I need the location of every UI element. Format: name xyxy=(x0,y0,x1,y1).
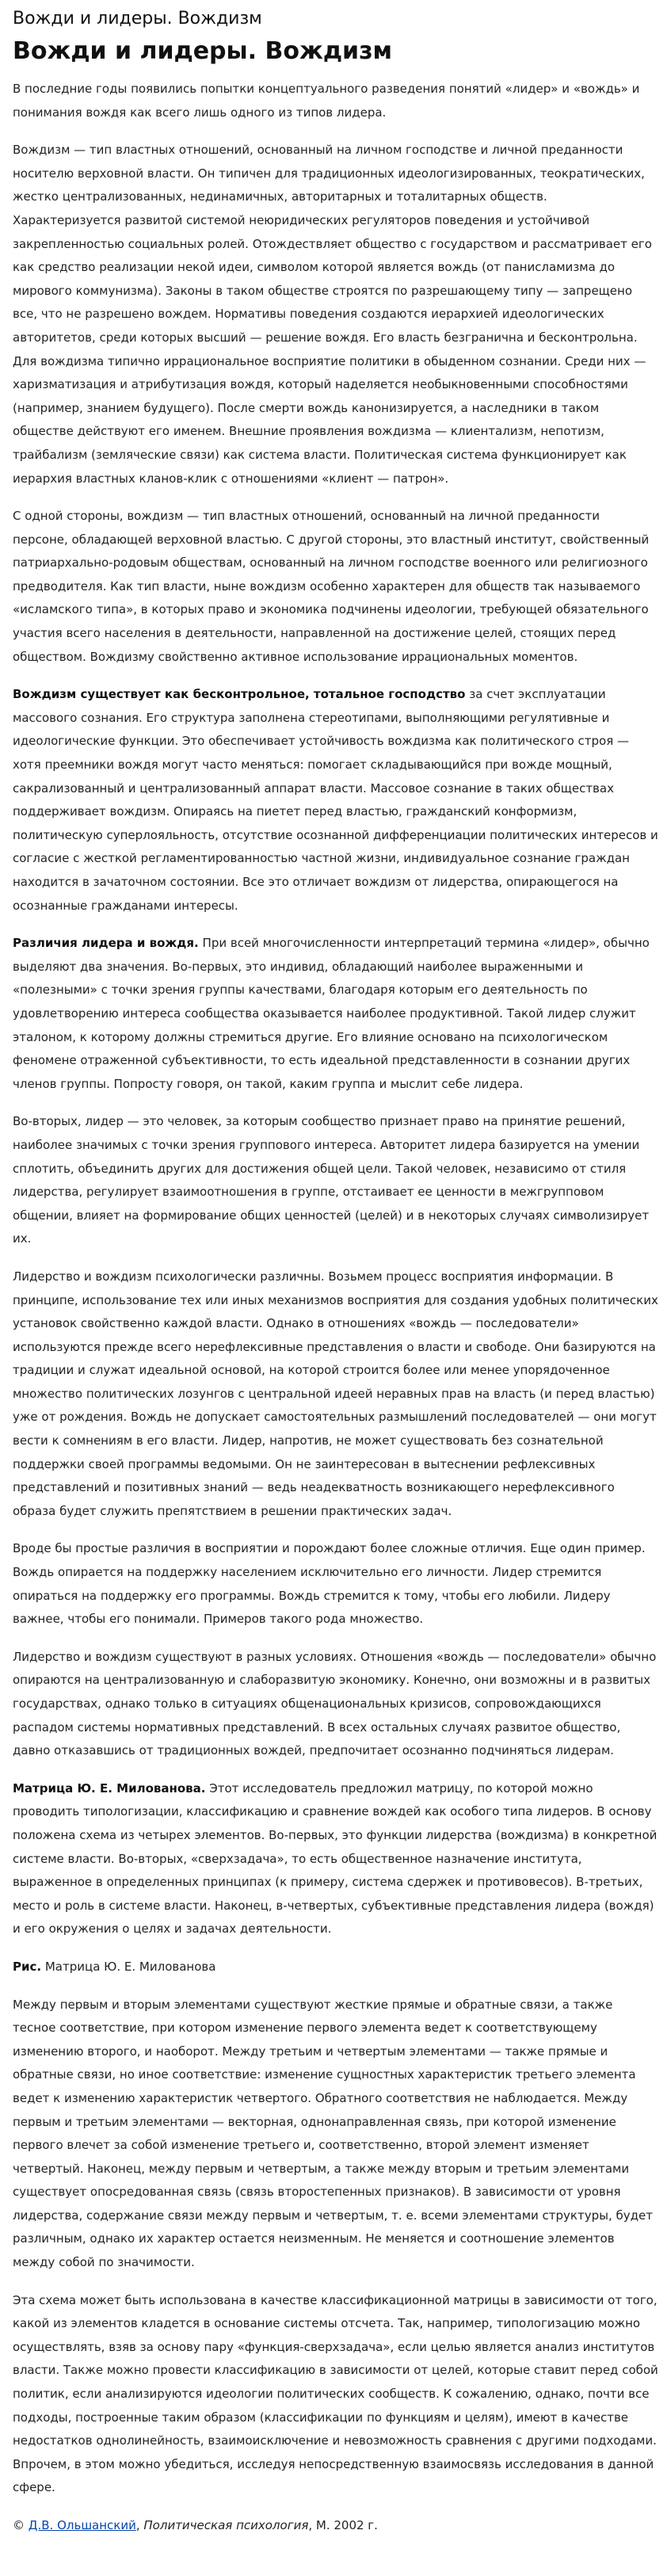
copyright-sign: © xyxy=(13,2518,29,2532)
paragraph-secondly: Во-вторых, лидер — это человек, за которым сообщество признает право на принятие решений, наиболее значимых с точки зрения группового интереса. Авторитет лидера базируется на умении сплотить, объединить других для достижения общей цели. Такой человек, независимо от стиля лидерства, регулирует взаимоотношения в группе, отстаивает ее ценности в межгрупповом общении, влияет на формирование общих ценностей (целей) и в некоторых случаях символизирует их. xyxy=(13,1114,650,1246)
paragraph-different-conditions: Лидерство и вождизм существуют в разных условиях. Отношения «вождь — последователи» обычно опираются на централизованную и слаборазвитую экономику. Конечно, они возможны и в развитых государствах, однако только в ситуациях общенациональных кризисов, сопровождающихся распадом системы нормативных представлений. В всех остальных случаях развитое общество, давно отказавшись от традиционных вождей, предпочитает осознанно подчиняться лидерам. xyxy=(13,1649,657,1758)
document-title: Вожди и лидеры. Вождизм xyxy=(13,9,262,29)
page-title: Вожди и лидеры. Вождизм xyxy=(13,37,393,65)
paragraph-simple-differences: Вроде бы простые различия в восприятии и порождают более сложные отличия. Еще один пример. Вождь опирается на поддержку населением исключительно его личности. Лидер стремится опираться на поддержку его программы. Вождь стремится к тому, чтобы его любили. Лидеру важнее, чтобы его понимали. Примеров такого рода множество. xyxy=(13,1541,646,1627)
place-year: , М. 2002 г. xyxy=(308,2518,378,2532)
paragraph-classification-matrix: Эта схема может быть использована в качестве классификационной матрицы в зависимости от того, какой из элементов кладется в основание системы отсчета. Так, например, типологизацию можно осуществлять, взяв за основу пару «функция-сверхзадача», если целью является анализ институтов власти. Также можно провести классификацию в зависимости от целей, которые ставит перед собой политик, если анализируются идеологии политических сообществ. К сожалению, однако, почти все подходы, построенные таким образом (классификации по функциям и целям), имеют в качестве недостатков однолинейность, взаимоисключение и невозможность сравнения с другими подходами. Впрочем, в этом можно убедиться, исследуя непосредственную взаимосвязь исследования в данной сфере. xyxy=(13,2292,658,2495)
paragraph-total-domination xyxy=(13,683,658,918)
figure-caption xyxy=(13,1956,658,1979)
paragraph-psychological-difference: Лидерство и вождизм психологически различны. Возьмем процесс восприятия информации. В принципе, использование тех или иных механизмов восприятия для создания удобных политических установок свойственно каждой власти. Однако в отношениях «вождь — последователи» используются прежде всего нерефлексивные представления о власти и свободе. Они базируются на традиции и служат идеальной основой, на которой строится более или менее упорядоченное множество политических лозунгов с центральной идеей неравных прав на власть (и перед властью) уже от рождения. Вождь не допускает самостоятельных размышлений последователей — они могут вести к сомнениям в его власти. Лидер, напротив, не может существовать без сознательной поддержки своей программы ведомыми. Он не заинтересован в вытеснении рефлексивных представлений и позитивных знаний — ведь неадекватность возникающего нерефлексивного образа будет служить препятствием в решении практических задач. xyxy=(13,1269,658,1518)
source-citation xyxy=(13,2514,658,2538)
paragraph-lead-bold: Различия лидера и вождя. xyxy=(13,936,199,951)
paragraph-text: При всей многочисленности интерпретаций термина «лидер», обычно выделяют два значения. Во-первых, это индивид, обладающий наиболее выраженными и «полезными» с точки зрения группы качествами, благодаря которым его деятельность по удовлетворению интереса сообщества оказывается наиболее продуктивной. Такой лидер служит эталоном, к которому должны стремиться другие. Его влияние основано на психологическом феномене отраженной субъективности, то есть идеальной представленности в сознании других членов группы. Попросту говоря, он такой, каким группа и мыслит себе лидера. xyxy=(13,936,650,1091)
figure-caption-text: Матрица Ю. Е. Милованова xyxy=(41,1959,216,1974)
citation-separator: , xyxy=(135,2518,144,2532)
paragraph-vozhdizm-two-sides: С одной стороны, вождизм — тип властных отношений, основанный на личной преданности персоне, обладающей верховной властью. С другой стороны, это властный институт, свойственный патриархально-родовым обществам, основанный на личном господстве военного или религиозного предводителя. Как тип власти, ныне вождизм особенно характерен для обществ так называемого «исламского типа», в которых право и экономика подчинены идеологии, требующей обязательного участия всего населения в деятельности, направленной на достижение целей, стоящих перед обществом. Вождизму свойственно активное использование иррациональных моментов. xyxy=(13,509,650,664)
paragraph-intro: В последние годы появились попытки концептуального разведения понятий «лидер» и «вождь» и понимания вождя как всего лишь одного из типов лидера. xyxy=(13,82,640,120)
paragraph-milovanov-matrix xyxy=(13,1777,658,1941)
paragraph-leader-vs-chief xyxy=(13,932,658,1096)
paragraph-vozhdizm-definition: Вождизм — тип властных отношений, основанный на личном господстве и личной преданности носителю верховной власти. Он типичен для традиционных идеологизированных, теократических, жестко централизованных, нединамичных, авторитарных и тоталитарных обществ. Характеризуется развитой системой неюридических регуляторов поведения и устойчивой закрепленностью социальных ролей. Отождествляет общество с государством и рассматривает его как средство реализации некой идеи, символом которой является вождь (от панисламизма до мирового коммунизма). Законы в таком обществе строятся по разрешающему типу — запрещено все, что не разрешено вождем. Нормативы поведения создаются иерархией идеологических авторитетов, среди которых высший — решение вождя. Его власть безгранична и бесконтрольна. Для вождизма типично иррациональное восприятие политики в обыденном сознании. Среди них — харизматизация и атрибутизация вождя, который наделяется необыкновенными способностями (например, знанием будущего). После смерти вождь канонизируется, а наследники в таком обществе действуют его именем. Внешние проявления вождизма — клиентализм, непотизм, трайбализм (земляческие связи) как система власти. Политическая система функционирует как иерархия властных кланов-клик с отношениями «клиент — патрон». xyxy=(13,143,652,486)
article-body xyxy=(13,78,658,2538)
paragraph-elements-links: Между первым и вторым элементами существуют жесткие прямые и обратные связи, а также тесное соответствие, при котором изменение первого элемента ведет к соответствующему изменению второго, и наоборот. Между третьим и четвертым элементами — также прямые и обратные связи, но иное соответствие: изменение сущностных характеристик третьего элемента ведет к изменению характеристик четвертого. Обратного соответствия не наблюдается. Между первым и третьим элементами — векторная, однонаправленная связь, при которой изменение первого влечет за собой изменение третьего и, соответственно, второй элемент изменяет четвертый. Наконец, между первым и четвертым, а также между вторым и третьим элементами существует опосредованная связь (связь второстепенных признаков). В зависимости от уровня лидерства, содержание связи между первым и четвертым, т. е. всеми элементами структуры, будет различным, однако их характер остается неизменным. Не меняется и соотношение элементов между собой по значимости. xyxy=(13,1997,653,2270)
paragraph-text: Этот исследователь предложил матрицу, по которой можно проводить типологизации, классификацию и сравнение вождей как особого типа лидеров. В основу положена схема из четырех элементов. Во-первых, это функции лидерства (вождизма) в конкретной системе власти. Во-вторых, «сверхзадача», то есть общественное назначение института, выраженное в определенных принципах (к примеру, система сдержек и противовесов). В-третьих, место и роль в системе власти. Наконец, в-четвертых, субъективные представления лидера (вождя) и его окружения о целях и задачах деятельности. xyxy=(13,1780,658,1937)
paragraph-text: за счет эксплуатации массового сознания. Его структура заполнена стереотипами, выполняющими регулятивные и идеологические функции. Это обеспечивает устойчивость вождизма как политического строя — хотя преемники вождя могут часто меняться: помогает складывающийся при вожде мощный, сакрализованный и централизованный аппарат власти. Массовое сознание в таких обществах поддерживает вождизм. Опираясь на пиетет перед властью, гражданский конформизм, политическую суперлояльность, отсутствие осознанной дифференциации политических интересов и согласие с жесткой регламентированностью частной жизни, индивидуальное сознание граждан находится в зачаточном состоянии. Все это отличает вождизм от лидерства, опирающегося на осознанные гражданами интересы. xyxy=(13,687,658,913)
book-title: Политическая психология xyxy=(143,2518,309,2532)
author-link[interactable]: Д.В. Ольшанский xyxy=(28,2518,136,2532)
paragraph-lead-bold: Матрица Ю. Е. Миловановa. xyxy=(13,1780,206,1796)
paragraph-lead-bold: Вождизм существует как бесконтрольное, тотальное господство xyxy=(13,687,466,702)
figure-caption-label: Рис. xyxy=(13,1959,42,1974)
